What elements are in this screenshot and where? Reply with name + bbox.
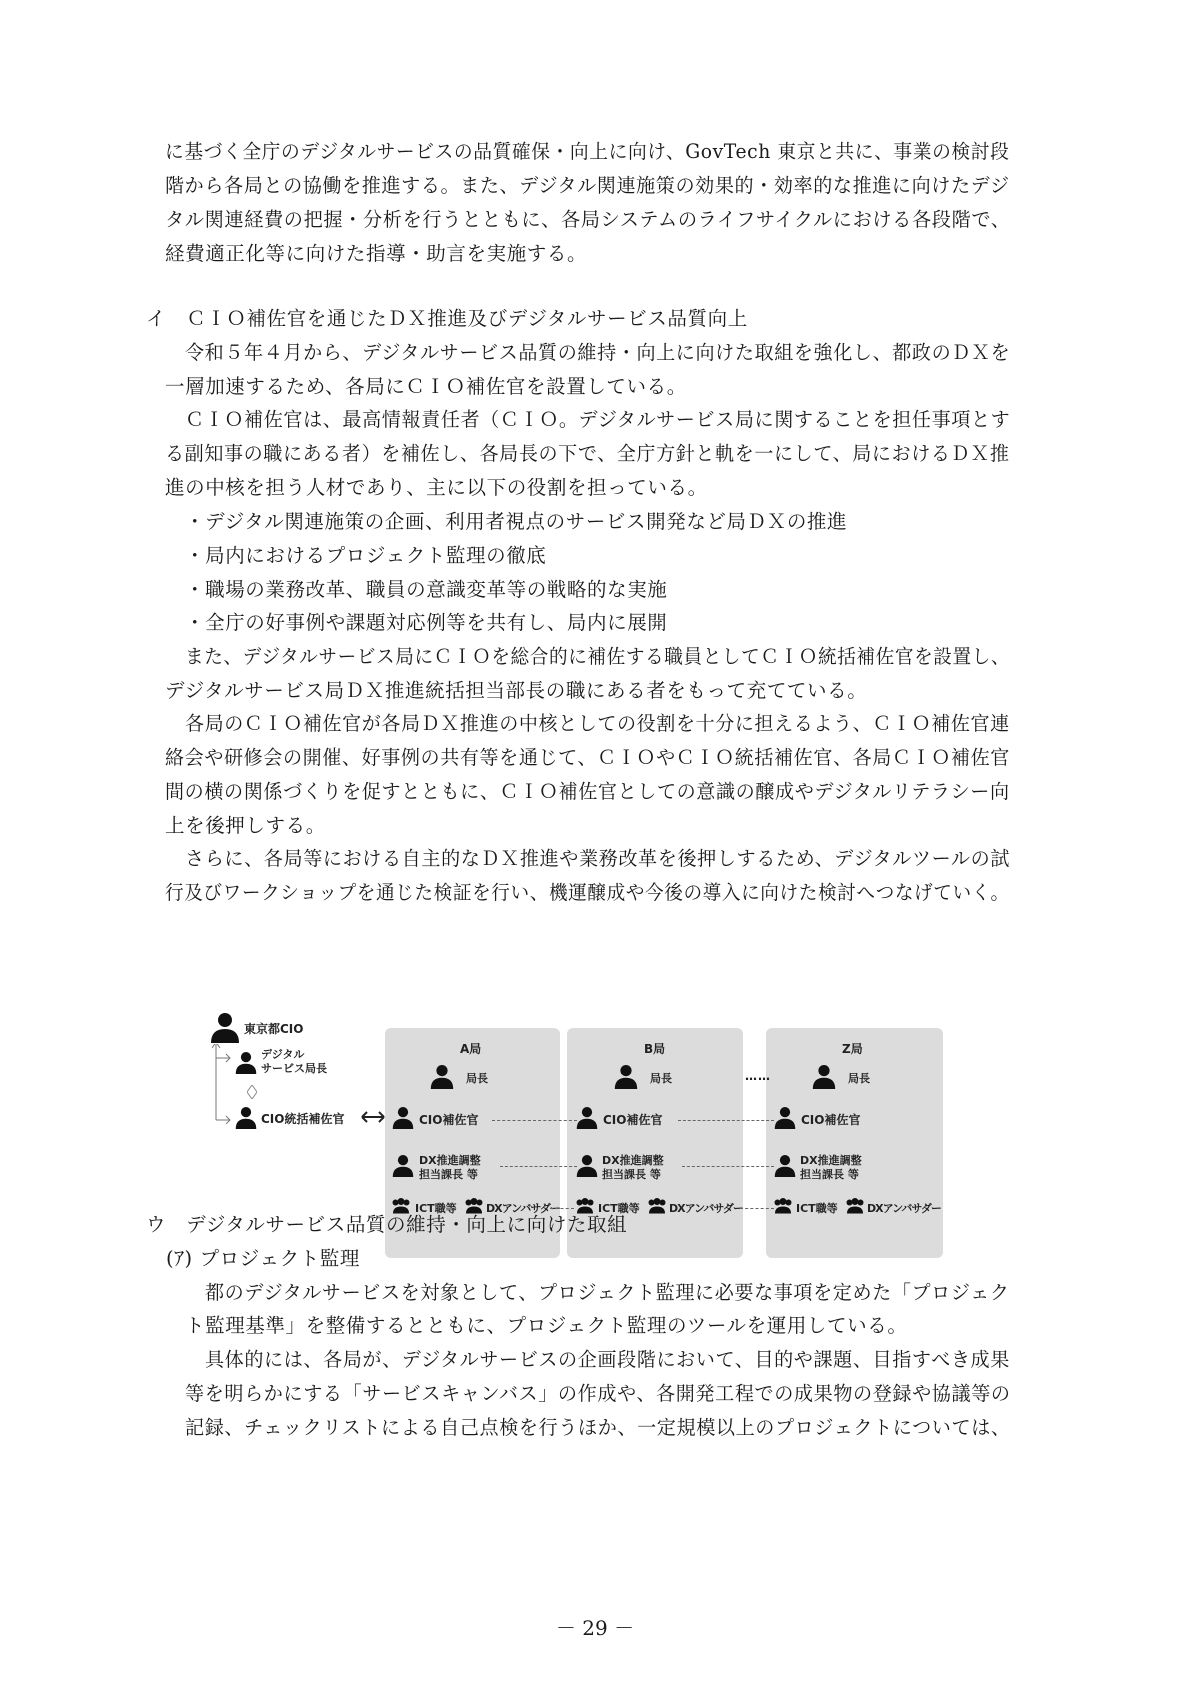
bureau-panel-z [766, 1028, 943, 1258]
section-u-line: 具体的には、各局が、デジタルサービスの企画段階において、目的や課題、目指すべき成果 [205, 1348, 1010, 1371]
dx-manager-label-1: DX推進調整 [800, 1154, 862, 1167]
intro-line: 経費適正化等に向けた指導・助言を実施する。 [165, 242, 588, 265]
person-icon [774, 1106, 796, 1130]
person-icon [812, 1064, 836, 1090]
digital-dg-label-1: デジタル [261, 1048, 305, 1061]
section-i-line: る副知事の職にある者）を補佐し、各局長の下で、全庁方針と軌を一にして、局におけるＤＸ推 [165, 442, 1010, 465]
bureau-name: A局 [460, 1042, 482, 1056]
dashed-link [492, 1120, 577, 1121]
cio-assistant-label: CIO補佐官 [603, 1113, 663, 1127]
person-icon [392, 1154, 414, 1178]
dx-manager-label-2: 担当課長 等 [419, 1168, 478, 1181]
ambassador-label: DXアンバサダー [486, 1202, 560, 1215]
diamond-icon [247, 1085, 257, 1099]
cio-assistant-label: CIO補佐官 [801, 1113, 861, 1127]
bullet-item: ・職場の業務改革、職員の意識変革等の戦略的な実施 [185, 578, 668, 601]
ict-label: ICT職等 [415, 1202, 457, 1215]
dashed-link [678, 1120, 774, 1121]
bureau-name: B局 [644, 1042, 666, 1056]
dx-manager-label-1: DX推進調整 [419, 1154, 481, 1167]
section-heading-u: ウ デジタルサービス品質の維持・向上に向けた取組 [146, 1213, 628, 1236]
section-u-line: 都のデジタルサービスを対象として、プロジェクト監理に必要な事項を定めた「プロジェク [205, 1281, 1010, 1304]
section-u-line: 等を明らかにする「サービスキャンバス」の作成や、各開発工程での成果物の登録や協議等の [185, 1382, 1011, 1405]
double-arrow-icon [360, 1110, 386, 1124]
section-i-line: 上を後押しする。 [165, 814, 326, 837]
section-u-line: 記録、チェックリストによる自己点検を行うほか、一定規模以上のプロジェクトについては、 [185, 1416, 1011, 1439]
section-i-line: 一層加速するため、各局にＣＩＯ補佐官を設置している。 [165, 375, 687, 398]
dx-manager-label-1: DX推進調整 [602, 1154, 664, 1167]
person-icon [576, 1154, 598, 1178]
cio-chief-label: CIO統括補佐官 [261, 1112, 345, 1126]
group-icon [646, 1198, 668, 1214]
section-i-line: 令和５年４月から、デジタルサービス品質の維持・向上に向けた取組を強化し、都政のＤＸを [185, 341, 1011, 364]
section-u-line: ト監理基準」を整備するとともに、プロジェクト監理のツールを運用している。 [185, 1314, 908, 1337]
bullet-item: ・全庁の好事例や課題対応例等を共有し、局内に展開 [185, 611, 668, 634]
tokyo-cio-label: 東京都CIO [244, 1022, 304, 1036]
dx-manager-label-2: 担当課長 等 [800, 1168, 859, 1181]
ambassador-label: DXアンバサダー [669, 1202, 743, 1215]
ambassador-label: DXアンバサダー [867, 1202, 941, 1215]
intro-line: 階から各局との協働を推進する。また、デジタル関連施策の効果的・効率的な推進に向けたデジ [165, 174, 1010, 197]
head-label: 局長 [650, 1072, 672, 1085]
person-icon [614, 1064, 638, 1090]
head-label: 局長 [466, 1072, 488, 1085]
page-number: － 29 － [555, 1616, 635, 1640]
cio-assistant-label: CIO補佐官 [419, 1113, 479, 1127]
section-heading-i: イ ＣＩＯ補佐官を通じたＤＸ推進及びデジタルサービス品質向上 [146, 307, 748, 330]
person-icon [235, 1051, 257, 1075]
intro-line: タル関連経費の把握・分析を行うとともに、各局システムのライフサイクルにおける各段階で、 [165, 208, 1011, 231]
ict-label: ICT職等 [598, 1202, 640, 1215]
dashed-link [500, 1166, 577, 1167]
head-label: 局長 [848, 1072, 870, 1085]
section-i-line: 行及びワークショップを通じた検証を行い、機運醸成や今後の導入に向けた検討へつなげていく。 [165, 881, 1010, 904]
dashed-link [550, 1208, 574, 1209]
person-icon [392, 1106, 414, 1130]
group-icon [844, 1198, 866, 1214]
person-icon [210, 1012, 240, 1044]
section-i-line: デジタルサービス局ＤＸ推進統括担当部長の職にある者をもって充てている。 [165, 679, 868, 702]
ellipsis: …… [745, 1069, 771, 1083]
intro-line: に基づく全庁のデジタルサービスの品質確保・向上に向け、GovTech 東京と共に、事業の検討段 [165, 140, 1010, 163]
section-i-line: 各局のＣＩＯ補佐官が各局ＤＸ推進の中核としての役割を十分に担えるよう、ＣＩＯ補佐官連 [185, 712, 1010, 735]
bullet-item: ・局内におけるプロジェクト監理の徹底 [185, 544, 547, 567]
person-icon [576, 1106, 598, 1130]
section-i-line: さらに、各局等における自主的なＤＸ推進や業務改革を後押しするため、デジタルツールの試 [185, 847, 1011, 870]
dashed-link [682, 1166, 774, 1167]
person-icon [235, 1106, 257, 1130]
person-icon [774, 1154, 796, 1178]
dashed-link [740, 1208, 774, 1209]
bullet-item: ・デジタル関連施策の企画、利用者視点のサービス開発など局ＤＸの推進 [185, 510, 848, 533]
section-i-line: ＣＩＯ補佐官は、最高情報責任者（ＣＩＯ。デジタルサービス局に関することを担任事項とす [185, 408, 1011, 431]
digital-dg-label-2: サービス局長 [261, 1062, 327, 1075]
ict-label: ICT職等 [796, 1202, 838, 1215]
section-i-line: 間の横の関係づくりを促すとともに、ＣＩＯ補佐官としての意識の醸成やデジタルリテラシー向 [165, 780, 1010, 803]
section-i-line: また、デジタルサービス局にＣＩＯを総合的に補佐する職員としてＣＩＯ統括補佐官を設置し、 [185, 645, 1011, 668]
dx-manager-label-2: 担当課長 等 [602, 1168, 661, 1181]
section-i-line: 進の中核を担う人材であり、主に以下の役割を担っている。 [165, 476, 708, 499]
group-icon [772, 1198, 794, 1214]
section-i-line: 絡会や研修会の開催、好事例の共有等を通じて、ＣＩＯやＣＩＯ統括補佐官、各局ＣＩＯ補佐官 [165, 746, 1010, 769]
person-icon [430, 1064, 454, 1090]
bureau-name: Z局 [842, 1042, 863, 1056]
sub-heading-project: (ｱ) プロジェクト監理 [166, 1247, 360, 1270]
